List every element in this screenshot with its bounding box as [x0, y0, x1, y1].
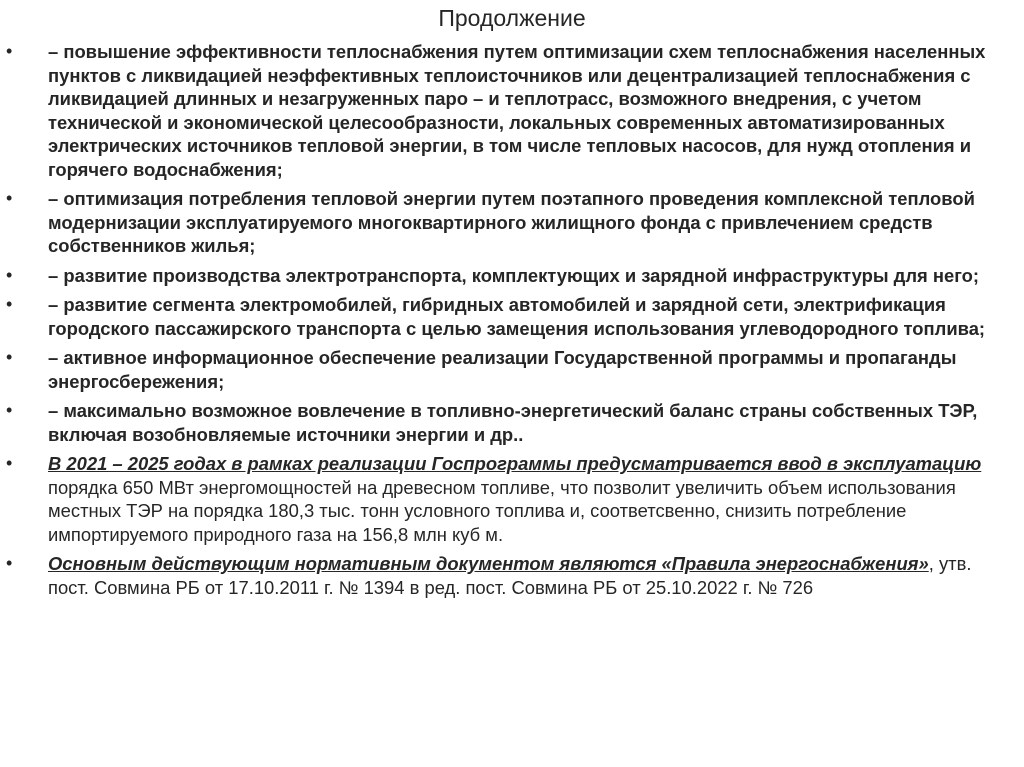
bullet-item [0, 40, 1024, 181]
bullet-text: , утв. пост. Совмина РБ от 17.10.2011 г. № 1394 в ред. пост. Совмина РБ от 25.10.2022 г. № 726 [48, 553, 972, 598]
bullet-text: – оптимизация потребления тепловой энергии путем поэтапного проведения комплексной тепловой модернизации эксплуатируемого многоквартирного жилищного фонда с привлечением средств собственников жилья; [48, 188, 975, 256]
bullet-text: – максимально возможное вовлечение в топливно-энергетический баланс страны собственных ТЭР, включая возобновляемые источники энергии и др.. [48, 400, 978, 445]
bullet-icon: • [6, 188, 13, 208]
bullet-icon: • [6, 294, 13, 314]
bullet-text: – активное информационное обеспечение реализации Государственной программы и пропаганды энергосбережения; [48, 347, 957, 392]
bullet-text: – повышение эффективности теплоснабжения путем оптимизации схем теплоснабжения населенных пунктов с ликвидацией неэффективных теплоисточников или децентрализацией теплоснабжения с ликвидацией длинных и незагруженных паро – и теплотрасс, возможного внедрения, с учетом технической и экономической целесообразности, локальных современных автоматизированных электрических источников тепловой энергии, в том числе тепловых насосов, для нужд отопления и горячего водоснабжения; [48, 41, 986, 180]
bullet-icon: • [6, 553, 13, 573]
bullet-item [0, 399, 1024, 446]
bullet-text: порядка 650 МВт энергомощностей на древесном топливе, что позволит увеличить объем использования местных ТЭР на порядка 180,3 тыс. тонн условного топлива и, соответсвенно, снизить потребление импортируемого природного газа на 156,8 млн куб м. [48, 476, 956, 545]
bullet-icon: • [6, 400, 13, 420]
bullet-item-normative-document [0, 552, 1024, 599]
emphasized-text: В 2021 – 2025 годах в рамках реализации Госпрограммы предусматривается ввод в эксплуатацию [48, 453, 982, 474]
bullet-text: – развитие производства электротранспорта, комплектующих и зарядной инфраструктуры для него; [48, 264, 979, 286]
emphasized-text: Основным действующим нормативным документом являются «Правила энергоснабжения» [48, 553, 929, 574]
bullet-icon: • [6, 453, 13, 473]
bullet-item [0, 346, 1024, 393]
bullet-item-gosprogramma [0, 452, 1024, 546]
bullet-icon: • [6, 41, 13, 61]
bullet-list [0, 40, 1024, 605]
bullet-item [0, 293, 1024, 340]
bullet-text: – развитие сегмента электромобилей, гибридных автомобилей и зарядной сети, электрификация городского пассажирского транспорта с целью замещения использования углеводородного топлива; [48, 294, 986, 339]
bullet-icon: • [6, 264, 13, 285]
bullet-item [0, 187, 1024, 258]
slide-title: Продолжение [438, 5, 586, 31]
bullet-icon: • [6, 347, 13, 367]
bullet-item [0, 264, 1024, 288]
